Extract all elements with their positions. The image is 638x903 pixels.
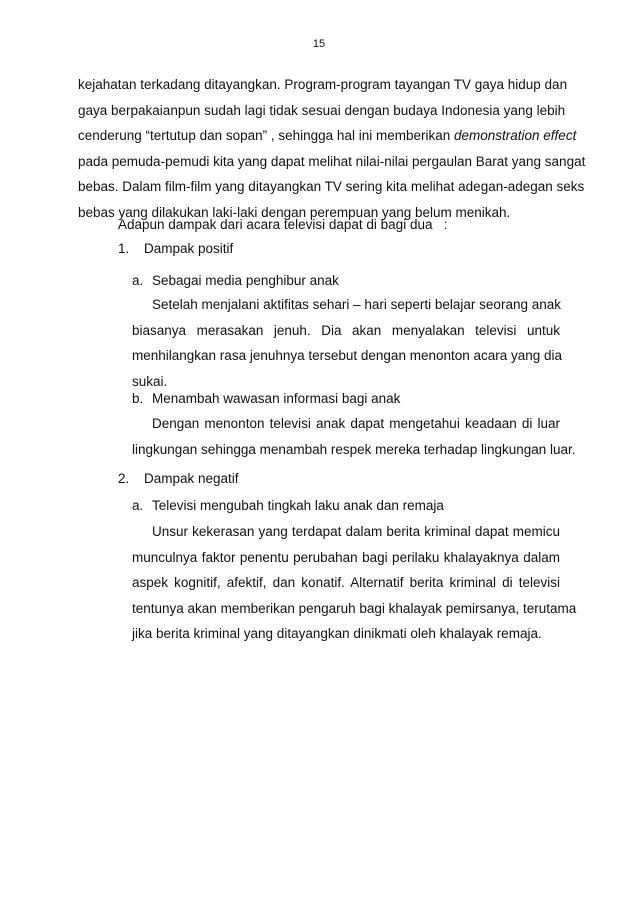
paragraph-line-text: cenderung “tertutup dan sopan” , sehingga hal ini memberikan xyxy=(78,128,451,144)
subsection-heading xyxy=(132,268,560,294)
body-line: sukai. xyxy=(132,373,168,389)
body-line: jika berita kriminal yang ditayangkan dinikmati oleh khalayak remaja. xyxy=(132,626,542,642)
body-line: Unsur kekerasan yang terdapat dalam berita kriminal dapat memicu xyxy=(152,524,560,539)
section-title: Dampak positif xyxy=(144,241,234,256)
subsection-heading xyxy=(132,386,560,412)
paragraph-line: kejahatan terkadang ditayangkan. Program-program tayangan TV gaya hidup dan xyxy=(78,77,568,92)
subsection-body xyxy=(132,519,577,647)
subsection-letter: a. xyxy=(132,273,144,288)
paragraph-line: bebas yang dilakukan laki-laki dengan perempuan yang belum menikah. xyxy=(78,204,511,220)
paragraph-opening xyxy=(78,72,586,226)
paragraph-line: pada pemuda-pemudi kita yang dapat melihat nilai-nilai pergaulan Barat yang sangat xyxy=(78,153,586,169)
subsection-body xyxy=(132,411,576,462)
body-line: biasanya merasakan jenuh. Dia akan menyalakan televisi untuk xyxy=(132,322,560,338)
subsection-heading xyxy=(132,493,560,519)
paragraph-line: gaya berpakaianpun sudah lagi tidak sesuai dengan budaya Indonesia yang lebih xyxy=(78,102,566,118)
section-number: 2. xyxy=(118,471,130,486)
section-heading xyxy=(118,236,560,262)
subsection-title: Sebagai media penghibur anak xyxy=(152,273,339,288)
paragraph-line xyxy=(78,123,577,149)
body-line: Setelah menjalani aktifitas sehari – hari seperti belajar seorang anak xyxy=(152,297,561,312)
italic-phrase: demonstration effect xyxy=(454,128,577,144)
section-heading xyxy=(118,466,560,492)
subsection-letter: b. xyxy=(132,391,144,406)
subsection-letter: a. xyxy=(132,498,144,513)
subsection-title: Menambah wawasan informasi bagi anak xyxy=(152,391,401,406)
section-title: Dampak negatif xyxy=(144,471,239,486)
intro-line xyxy=(118,212,560,238)
body-line: aspek kognitif, afektif, dan konatif. Alternatif berita kriminal di televisi xyxy=(132,575,560,591)
page-number: 15 xyxy=(312,38,326,50)
body-line: munculnya faktor penentu perubahan bagi perilaku khalayaknya dalam xyxy=(132,549,560,565)
body-line: lingkungan sehingga menambah respek mereka terhadap lingkungan luar. xyxy=(132,441,576,457)
subsection-body xyxy=(132,292,563,394)
intro-text: Adapun dampak dari acara televisi dapat di bagi dua : xyxy=(118,217,448,232)
section-number: 1. xyxy=(118,241,130,256)
subsection-title: Televisi mengubah tingkah laku anak dan remaja xyxy=(152,498,444,513)
body-line: menhilangkan rasa jenuhnya tersebut dengan menonton acara yang dia xyxy=(132,348,563,364)
body-line: Dengan menonton televisi anak dapat mengetahui keadaan di luar xyxy=(152,416,560,431)
body-line: tentunya akan memberikan pengaruh bagi khalayak pemirsanya, terutama xyxy=(132,600,577,616)
paragraph-line: bebas. Dalam film-film yang ditayangkan TV sering kita melihat adegan-adegan seks xyxy=(78,179,585,195)
